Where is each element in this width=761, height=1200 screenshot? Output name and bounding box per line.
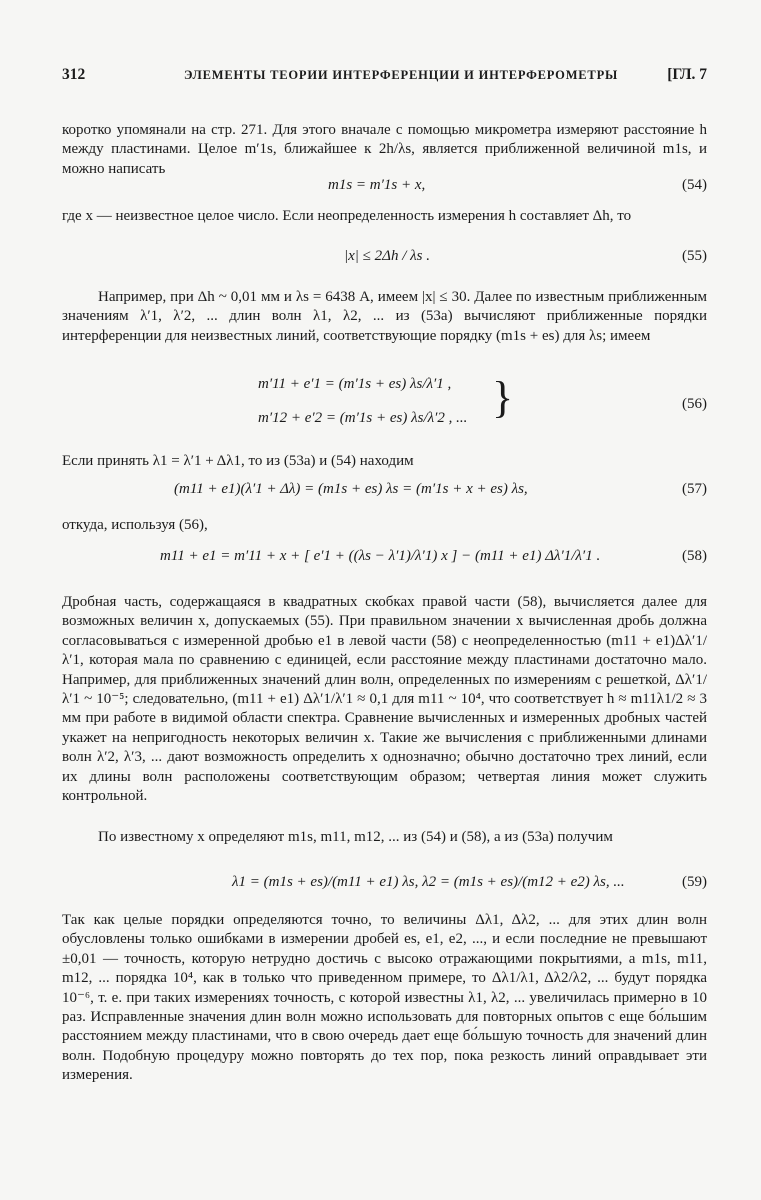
paragraph-6: Дробная часть, содержащаяся в квадратных скобках правой части (58), вычисляется далее для возможных величин x, допускаемых (55). При правильном значении x вычисленная дробь должна согласовываться с измеренной дробью e1 в левой части (58) с неопределенностью (m11 + e1)Δλ′1/λ′1, которая мала по сравнению с единицей, если расстояние между пластинами достаточно мало. Например, для приближенных значений длин волн, определенных по измерениям с решеткой, Δλ′1/λ′1 ~ 10⁻⁵; следовательно, (m11 + e1) Δλ′1/λ′1 ≈ 0,1 для m11 ~ 10⁴, что соответствует h ≈ m11λ1/2 ≈ 3 мм при работе в видимой области спектра. Сравнение вычисленных и измеренных дробных частей укажет на непригодность некоторых величин x. Такие же вычисления с приближенными длинами волн λ′2, λ′3, ... дают возможность определить x однозначно; обычно достаточно трех линий, если их длины волн расположены соответствующим образом; четвертая линия может служить контрольной.	[62, 594, 707, 805]
right-brace: }	[492, 373, 514, 422]
equation-59	[62, 870, 707, 900]
equation-59-number: (59)	[682, 874, 707, 890]
equation-58	[62, 542, 707, 582]
equation-56-number: (56)	[682, 396, 707, 412]
paragraph-7: По известному x определяют m1s, m11, m12, ... из (54) и (58), а из (53а) получим	[98, 829, 613, 845]
page-number: 312	[62, 66, 86, 83]
equation-58-expr: m11 + e1 = m′11 + x + [ e′1 + ((λs − λ′1)/λ′1) x ] − (m11 + e1) Δλ′1/λ′1 .	[160, 548, 601, 564]
equation-57-number: (57)	[682, 481, 707, 497]
page-header	[62, 66, 707, 88]
equation-56-line-1: m′11 + e′1 = (m′1s + es) λs/λ′1 ,	[258, 376, 452, 392]
paragraph-5: откуда, используя (56),	[62, 517, 208, 533]
equation-55-number: (55)	[682, 248, 707, 264]
chapter-label: [ГЛ. 7	[667, 66, 707, 83]
paragraph-8: Так как целые порядки определяются точно, то величины Δλ1, Δλ2, ... для этих длин волн обусловлены только ошибками в измерении дробей es, e1, e2, ..., и если последние не превышают ±0,01 — точность, которую нетрудно достичь с высоко отражающими покрытиями, а m1s, m11, m12, ... порядка 10⁴, как в только что приведенном примере, то Δλ1/λ1, Δλ2/λ2, ... будут порядка 10⁻⁶, т. е. при таких измерениях точность, с которой известны λ1, λ2, ... увеличилась примерно в 10 раз. Исправленные значения длин волн можно использовать для повторных опытов с еще бо́льшим расстоянием между пластинами, что в свою очередь дает еще бо́льшую точность для значений длин волн. Подобную процедуру можно повторять до тех пор, пока резкость линий оправдывает эти измерения.	[62, 912, 707, 1084]
equation-57	[62, 481, 707, 505]
equation-56-line-2: m′12 + e′2 = (m′1s + es) λs/λ′2 , ...	[258, 410, 468, 426]
equation-56	[62, 370, 707, 440]
running-title: ЭЛЕМЕНТЫ ТЕОРИИ ИНТЕРФЕРЕНЦИИ И ИНТЕРФЕРОМЕТРЫ	[184, 68, 619, 82]
paragraph-4: Если принять λ1 = λ′1 + Δλ1, то из (53а) и (54) находим	[62, 453, 414, 469]
paragraph-2: где x — неизвестное целое число. Если неопределенность измерения h составляет Δh, то	[62, 208, 632, 224]
equation-55	[62, 248, 707, 274]
paragraph-1: коротко упомянали на стр. 271. Для этого вначале с помощью микрометра измеряют расстояние h между пластинами. Целое m′1s, ближайшее к 2h/λs, является приближенной величиной m1s, и можно написать	[62, 122, 707, 177]
equation-55-expr: |x| ≤ 2Δh / λs .	[344, 248, 430, 264]
equation-54-number: (54)	[682, 177, 707, 193]
equation-58-number: (58)	[682, 548, 707, 564]
equation-54-expr: m1s = m′1s + x,	[328, 177, 426, 193]
equation-54	[62, 177, 707, 199]
paragraph-3: Например, при Δh ~ 0,01 мм и λs = 6438 А, имеем |x| ≤ 30. Далее по известным приближенным значениям λ′1, λ′2, ... длин волн λ1, λ2, ... из (53а) вычисляют приближенные порядки интерференции для неизвестных линий, соответствующие порядку (m1s + es) для λs; имеем	[62, 289, 707, 344]
equation-59-expr: λ1 = (m1s + es)/(m11 + e1) λs, λ2 = (m1s + es)/(m12 + e2) λs, ...	[232, 874, 625, 890]
equation-57-expr: (m11 + e1)(λ′1 + Δλ) = (m1s + es) λs = (m′1s + x + es) λs,	[174, 481, 528, 497]
